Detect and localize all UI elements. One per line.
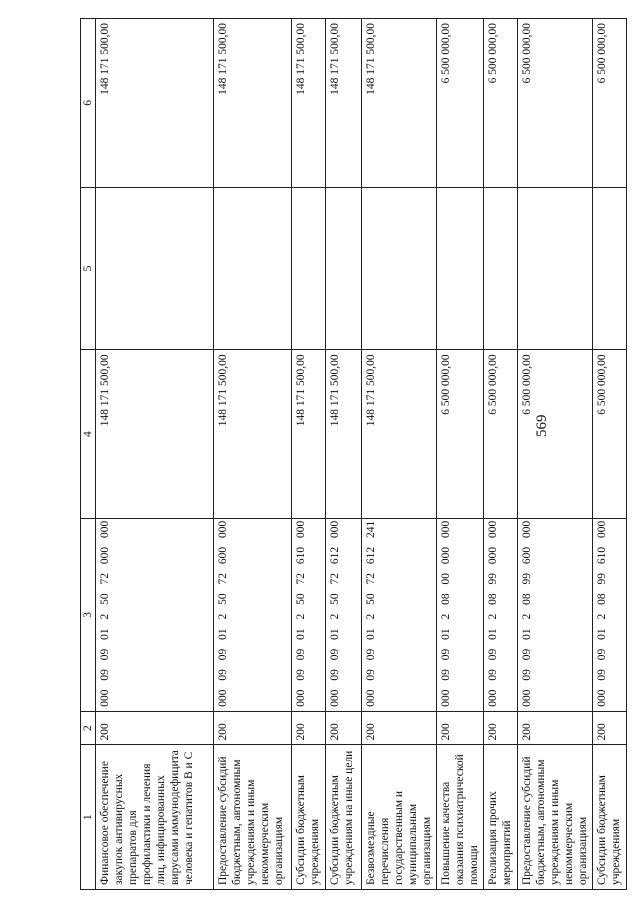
row-col5: [326, 187, 362, 350]
table-row: [518, 19, 593, 890]
table-row: [326, 19, 362, 890]
row-status: 200: [96, 711, 214, 745]
row-col6: 148 171 500,00: [362, 19, 437, 188]
row-col5: [437, 187, 484, 350]
column-header: 1: [81, 745, 96, 890]
row-status: 200: [362, 711, 437, 745]
page-number: 569: [534, 414, 550, 437]
row-name: Субсидии бюджетным учреждениям: [292, 745, 326, 890]
row-name: Субсидии бюджетным учреждениям: [593, 745, 627, 890]
row-col5: [292, 187, 326, 350]
row-col5: [593, 187, 627, 350]
row-col4: 148 171 500,00: [214, 350, 292, 519]
row-status: 200: [593, 711, 627, 745]
row-status: 200: [326, 711, 362, 745]
row-col6: 6 500 000,00: [484, 19, 518, 188]
row-col6: 148 171 500,00: [326, 19, 362, 188]
row-col6: 6 500 000,00: [437, 19, 484, 188]
row-col4: 6 500 000,00: [437, 350, 484, 519]
table-header-row: [81, 19, 96, 890]
row-code: 000 09 09 01 2 50 72 612 000: [326, 518, 362, 711]
column-header: 5: [81, 187, 96, 350]
table-row: [484, 19, 518, 890]
row-col4: 6 500 000,00: [484, 350, 518, 519]
row-col6: 6 500 000,00: [593, 19, 627, 188]
row-code: 000 09 09 01 2 50 72 000 000: [96, 518, 214, 711]
row-code: 000 09 09 01 2 50 72 612 241: [362, 518, 437, 711]
row-code: 000 09 09 01 2 08 99 600 000: [518, 518, 593, 711]
table-row: [292, 19, 326, 890]
column-header: 2: [81, 711, 96, 745]
row-status: 200: [437, 711, 484, 745]
row-col6: 6 500 000,00: [518, 19, 593, 188]
column-header: 4: [81, 350, 96, 519]
table-row: [437, 19, 484, 890]
row-name: Предоставление субсидий бюджетным, автономным учреждениям и иным некоммерческим организациям: [214, 745, 292, 890]
row-name: Предоставление субсидий бюджетным, автономным учреждениям и иным некоммерческим организациям: [518, 745, 593, 890]
row-col5: [214, 187, 292, 350]
row-col6: 148 171 500,00: [96, 19, 214, 188]
row-col4: 148 171 500,00: [292, 350, 326, 519]
row-col6: 148 171 500,00: [292, 19, 326, 188]
row-col5: [518, 187, 593, 350]
row-col4: 148 171 500,00: [362, 350, 437, 519]
row-code: 000 09 09 01 2 50 72 600 000: [214, 518, 292, 711]
column-header: 6: [81, 19, 96, 188]
budget-table-container: [80, 18, 623, 890]
row-col5: [362, 187, 437, 350]
row-col6: 148 171 500,00: [214, 19, 292, 188]
budget-table: [80, 18, 627, 890]
table-row: [593, 19, 627, 890]
row-status: 200: [292, 711, 326, 745]
row-status: 200: [518, 711, 593, 745]
row-status: 200: [484, 711, 518, 745]
row-name: Реализация прочих мероприятий: [484, 745, 518, 890]
row-code: 000 09 09 01 2 08 00 000 000: [437, 518, 484, 711]
row-code: 000 09 09 01 2 50 72 610 000: [292, 518, 326, 711]
row-col4: 148 171 500,00: [96, 350, 214, 519]
row-code: 000 09 09 01 2 08 99 000 000: [484, 518, 518, 711]
row-name: Безвозмездные перечисления государственным и муниципальным организациям: [362, 745, 437, 890]
row-col4: 148 171 500,00: [326, 350, 362, 519]
table-row: [214, 19, 292, 890]
row-col5: [484, 187, 518, 350]
row-col4: 6 500 000,00: [518, 350, 593, 519]
row-name: Субсидии бюджетным учреждениям на иные цели: [326, 745, 362, 890]
table-row: [362, 19, 437, 890]
row-status: 200: [214, 711, 292, 745]
row-name: Повышение качества оказания психиатрической помощи: [437, 745, 484, 890]
row-col5: [96, 187, 214, 350]
row-code: 000 09 09 01 2 08 99 610 000: [593, 518, 627, 711]
row-col4: 6 500 000,00: [593, 350, 627, 519]
table-row: [96, 19, 214, 890]
column-header: 3: [81, 518, 96, 711]
row-name: Финансовое обеспечение закупок антивирусных препаратов для профилактики и лечения лиц, инфицированных вирусами иммунодефицита человека и гепатитов В и С: [96, 745, 214, 890]
